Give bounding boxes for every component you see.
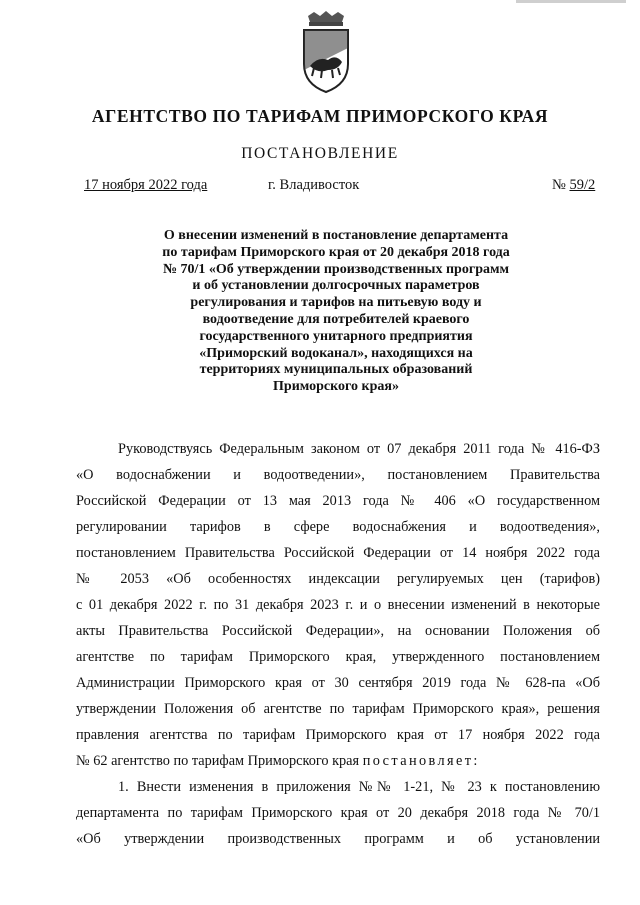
body-line: регулировании тарифов в сфере водоснабжения и водоотведения», — [76, 519, 600, 535]
body-line: Руководствуясь Федеральным законом от 07 декабря 2011 года № 416-ФЗ — [118, 441, 600, 457]
body-line: «О водоснабжении и водоотведении», постановлением Правительства — [76, 467, 600, 483]
agency-title: АГЕНТСТВО ПО ТАРИФАМ ПРИМОРСКОГО КРАЯ — [91, 106, 549, 126]
body-line: правления агентства по тарифам Приморского края от 17 ноября 2022 года — [76, 727, 600, 743]
title-line: и об установлении долгосрочных параметров — [192, 278, 480, 294]
title-line: территориях муниципальных образований — [199, 362, 473, 378]
decree-number — [552, 177, 595, 194]
body-line: утверждении Положения об агентстве по тарифам Приморского края», решения — [76, 701, 600, 717]
number-prefix: № — [552, 177, 566, 193]
body-line: агентстве по тарифам Приморского края, утвержденного постановлением — [76, 649, 600, 665]
body-line: Российской Федерации от 13 мая 2013 года № 406 «О государственном — [76, 493, 600, 509]
decree-city: г. Владивосток — [268, 177, 360, 193]
body-line: акты Правительства Российской Федерации», на основании Положения об — [76, 623, 600, 639]
title-line: Приморского края» — [273, 379, 399, 395]
title-line: водоотведение для потребителей краевого — [202, 311, 470, 327]
body-line: № 2053 «Об особенностях индексации регулируемых цен (тарифов) — [76, 571, 600, 587]
body-line: Администрации Приморского края от 30 сентября 2019 года № 628-па «Об — [76, 675, 600, 691]
title-line: регулирования и тарифов на питьевую воду и — [190, 295, 482, 311]
title-line: «Приморский водоканал», находящихся на — [199, 345, 473, 361]
document-type: ПОСТАНОВЛЕНИЕ — [241, 145, 399, 162]
title-line: государственного унитарного предприятия — [199, 328, 473, 344]
coat-of-arms-icon — [298, 10, 354, 96]
body-line: «Об утверждении производственных программ и об установлении — [76, 831, 600, 847]
title-line: О внесении изменений в постановление департамента — [163, 228, 509, 243]
body-line: № 62 агентство по тарифам Приморского края — [76, 753, 360, 769]
decree-title — [130, 228, 542, 396]
decree-body — [76, 436, 600, 852]
decree-date: 17 ноября 2022 года — [84, 177, 208, 193]
body-line: 1. Внести изменения в приложения №№ 1-21, № 23 к постановлению — [118, 779, 600, 795]
title-line: № 70/1 «Об утверждении производственных программ — [162, 261, 510, 277]
decree-word: постановляет: — [362, 753, 480, 769]
body-line: с 01 декабря 2022 г. по 31 декабря 2023 г. и о внесении изменений в некоторые — [76, 597, 600, 613]
body-line: департамента по тарифам Приморского края от 20 декабря 2018 года № 70/1 — [76, 805, 600, 821]
body-line-decree — [76, 748, 600, 774]
number-value: 59/2 — [569, 177, 596, 193]
title-line: по тарифам Приморского края от 20 декабря 2018 года — [162, 244, 510, 260]
body-line: постановлением Правительства Российской Федерации от 14 ноября 2022 года — [76, 545, 600, 561]
scan-edge-mark — [516, 0, 626, 3]
